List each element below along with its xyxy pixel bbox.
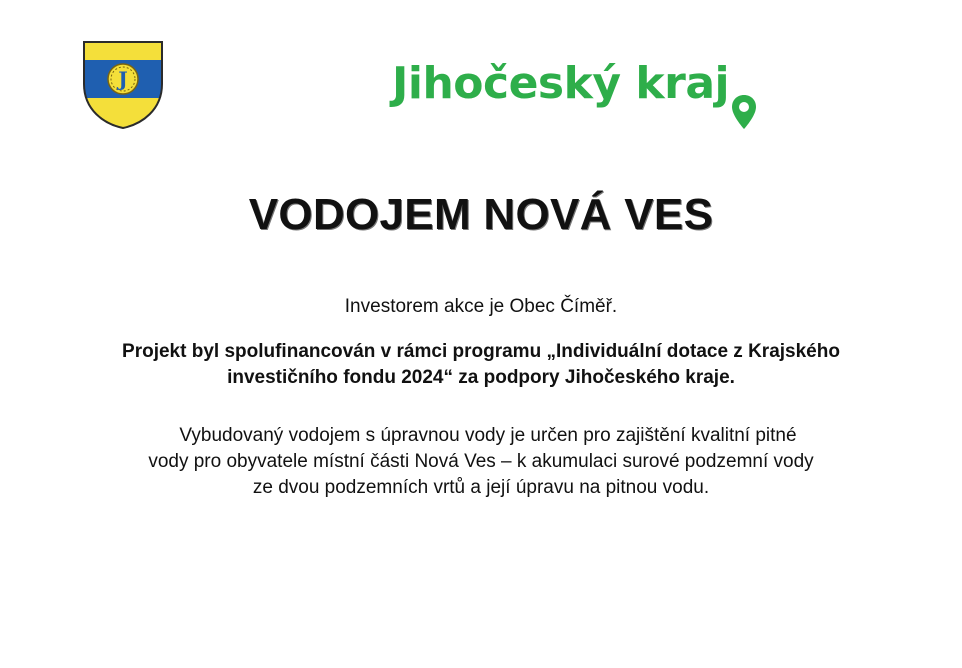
investor-line: Investorem akce je Obec Číměř. — [344, 296, 618, 317]
description-text — [60, 423, 902, 501]
project-line: investičního fondu 2024“ za podpory Jihočeského kraje. — [227, 367, 735, 388]
jihocesky-kraj-logo — [392, 52, 757, 136]
coat-of-arms-icon — [80, 38, 166, 130]
description-line: Vybudovaný vodojem s úpravnou vody je určen pro zajištění kvalitní pitné — [179, 425, 797, 446]
project-funding-text — [60, 339, 902, 391]
description-line: ze dvou podzemních vrtů a její úpravu na pitnou vodu. — [252, 477, 710, 498]
brand-name: Jihočeský kraj — [392, 58, 730, 109]
coat-of-arms — [80, 38, 166, 130]
page-title: VODOJEM NOVÁ VES — [248, 190, 714, 239]
description-line: vody pro obyvatele místní části Nová Ves – k akumulaci surové podzemní vody — [148, 451, 814, 472]
project-line: Projekt byl spolufinancován v rámci programu „Individuální dotace z Krajského — [122, 341, 840, 362]
coat-of-arms-letter: J — [118, 67, 128, 91]
map-pin-icon — [731, 94, 757, 130]
